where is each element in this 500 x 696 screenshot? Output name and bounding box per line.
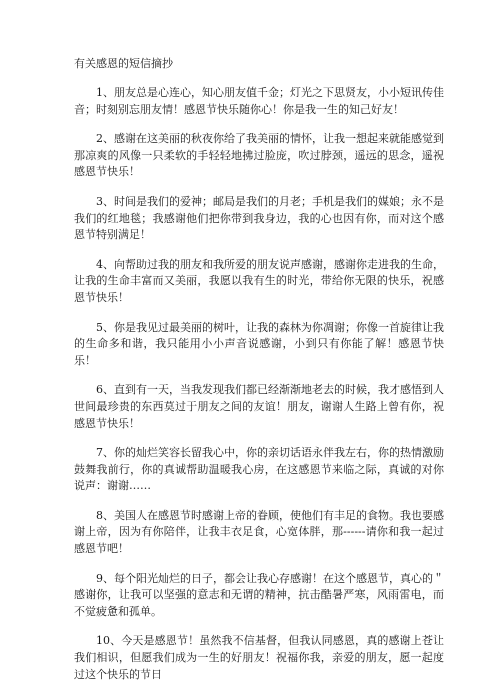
paragraph-4: 4、向帮助过我的朋友和我所爱的朋友说声感谢，感谢你走进我的生命，让我的生命丰富而又美丽，我愿以我有生的时光，带给你无限的快乐，祝感恩节快乐！ xyxy=(74,257,444,304)
paragraph-1: 1、朋友总是心连心，知心朋友值千金；灯光之下思贤友，小小短讯传佳音；时刻别忘朋友情！感恩节快乐随你心！你是我一生的知己好友！ xyxy=(74,86,444,116)
paragraph-8: 8、美国人在感恩节时感谢上帝的眷顾，使他们有丰足的食物。我也要感谢上帝，因为有你陪伴，让我丰衣足食，心宽体胖，那------请你和我一起过感恩节吧！ xyxy=(74,508,444,556)
paragraph-2: 2、感谢在这美丽的秋夜你给了我美丽的情怀，让我一想起来就能感觉到那凉爽的风像一只柔软的手轻轻地拂过脸庞，吹过脖颈，遥远的思念，遥祝感恩节快乐！ xyxy=(74,132,444,179)
paragraph-3: 3、时间是我们的爱神；邮局是我们的月老；手机是我们的媒娘；永不是我们的红地毯；我感谢他们把你带到我身边，我的心也因有你，而对这个感恩节特别满足！ xyxy=(74,194,444,242)
paragraph-6: 6、直到有一天，当我发现我们都已经渐渐地老去的时候，我才感悟到人世间最珍贵的东西莫过于朋友之间的友谊！朋友，谢谢人生路上曾有你，祝感恩节快乐！ xyxy=(74,383,444,430)
document-body xyxy=(74,56,444,696)
paragraph-10: 10、今天是感恩节！虽然我不信基督，但我认同感恩，真的感谢上苍让我们相识，但愿我们成为一生的好朋友！祝福你我，亲爱的朋友，愿一起度过这个快乐的节日 xyxy=(74,634,444,681)
document-title: 有关感恩的短信摘抄 xyxy=(74,57,173,70)
paragraph-9: 9、每个阳光灿烂的日子，都会让我心存感谢！在这个感恩节，真心的＂感谢你，让我可以坚强的意志和无谓的精神，抗击酷暑严寒，风雨雷电，而不觉疲惫和孤单。 xyxy=(74,571,444,618)
paragraph-5: 5、你是我见过最美丽的树叶，让我的森林为你凋谢；你像一首旋律让我的生命多和谐，我只能用小小声音说感谢，小到只有你能了解！感恩节快乐！ xyxy=(74,320,444,367)
paragraph-7: 7、你的灿烂笑容长留我心中，你的亲切话语永伴我左右，你的热情激励鼓舞我前行，你的真诚帮助温暖我心房，在这感恩节来临之际，真诚的对你说声：谢谢…… xyxy=(74,446,444,493)
